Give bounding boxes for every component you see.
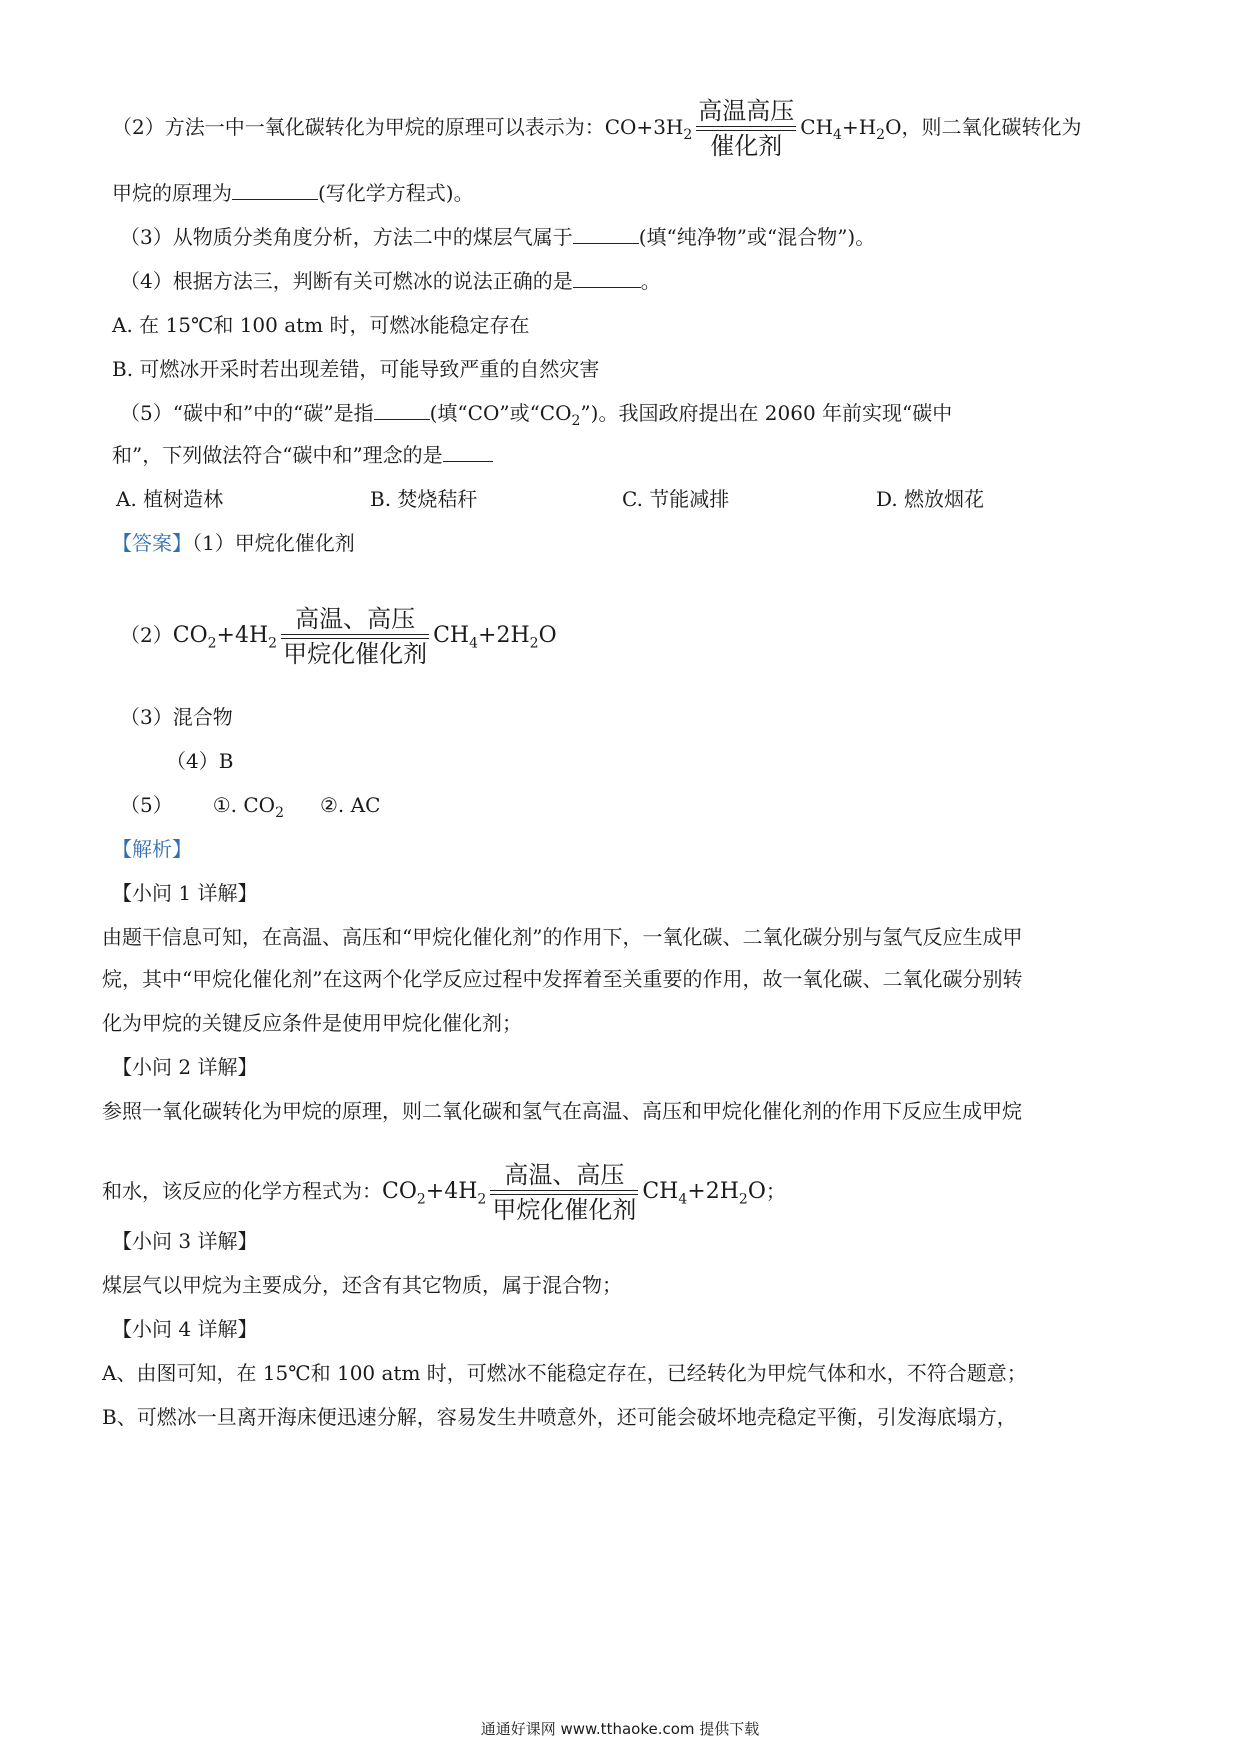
answer-2-reaction-arrow: 高温、高压 甲烷化催化剂 xyxy=(283,605,428,668)
analysis-heading-3: 【小问 3 详解】 xyxy=(112,1229,258,1253)
q2-line1 xyxy=(112,96,1081,161)
q5-choice-d: D. 燃放烟花 xyxy=(876,487,985,511)
q5-choice-b: B. 焚烧秸秆 xyxy=(370,487,478,511)
q2-prefix: （2）方法一中一氧化碳转化为甲烷的原理可以表示为： xyxy=(112,115,605,139)
answer-4: （4）B xyxy=(166,749,234,773)
answer-5: （5） ①. $CO_2$ ②. AC xyxy=(120,793,381,821)
answer-2: $(2)CO_2+4H_2$ 高温、高压 甲烷化催化剂 $CH_4+2H_2O$ xyxy=(120,605,557,668)
q4-line: （4）根据方法三，判断有关可燃冰的说法正确的是 。 xyxy=(120,269,661,293)
analysis-p4-line2: B、可燃冰一旦离开海床便迅速分解，容易发生井喷意外，还可能会破坏地壳稳定平衡，引发海底塌方， xyxy=(102,1405,1017,1429)
q2-reaction-arrow: 高温高压 催化剂 xyxy=(698,97,795,160)
q4-answer-blank xyxy=(573,269,641,288)
q5-choice-a: A. 植树造林 xyxy=(116,487,224,511)
q5-line2: 和”，下列做法符合“碳中和”理念的是 xyxy=(112,440,493,470)
q2-line2: 甲烷的原理为 (写化学方程式)。 xyxy=(112,181,474,205)
q5-choice-c: C. 节能减排 xyxy=(622,487,730,511)
q3-answer-blank xyxy=(573,225,639,244)
q5-line1: （5）“碳中和”中的“碳”是指 (填“CO”或“$CO_2$”)。我国政府提出在 2060 年前实现“碳中 xyxy=(120,401,953,429)
q4-option-a: A. 在 15℃和 100 atm 时，可燃冰能稳定存在 xyxy=(112,313,530,337)
answer-tag: 【答案】 xyxy=(112,531,192,555)
analysis-p1-line2: 烷，其中“甲烷化催化剂”在这两个化学反应过程中发挥着至关重要的作用，故一氧化碳、二氧化碳分别转 xyxy=(102,967,1023,991)
analysis-heading-2: 【小问 2 详解】 xyxy=(112,1055,258,1079)
q4-option-b: B. 可燃冰开采时若出现差错，可能导致严重的自然灾害 xyxy=(112,357,600,381)
q5-answer-blank-2 xyxy=(443,443,493,462)
q2-rhs: $CH_4+H_2O$，则二氧化碳转化为 xyxy=(800,115,1082,143)
answer-line1 xyxy=(112,528,355,558)
analysis-p4-line1: A、由图可知，在 15℃和 100 atm 时，可燃冰不能稳定存在，已经转化为甲烷气体和水，不符合题意； xyxy=(102,1361,1027,1385)
analysis-p3: 煤层气以甲烷为主要成分，还含有其它物质，属于混合物； xyxy=(102,1273,622,1297)
analysis-p1-line1: 由题干信息可知，在高温、高压和“甲烷化催化剂”的作用下，一氧化碳、二氧化碳分别与氢气反应生成甲 xyxy=(102,925,1023,949)
analysis-heading-1: 【小问 1 详解】 xyxy=(112,881,258,905)
answer-1: （1）甲烷化催化剂 xyxy=(192,531,355,555)
analysis-tag: 【解析】 xyxy=(112,837,192,861)
analysis-reaction-arrow: 高温、高压 甲烷化催化剂 xyxy=(492,1161,637,1224)
q2-lhs: $CO+3H_2$ xyxy=(604,115,693,143)
analysis-p2-line1: 参照一氧化碳转化为甲烷的原理，则二氧化碳和氢气在高温、高压和甲烷化催化剂的作用下反应生成甲烷 xyxy=(102,1099,1022,1123)
footer-watermark: 通通好课网 www.tthaoke.com 提供下载 xyxy=(480,1720,760,1738)
analysis-p2-line2: 和水，该反应的化学方程式为：$CO_2+4H_2$ 高温、高压 甲烷化催化剂 $CH_4+2H_2O$； xyxy=(102,1161,786,1224)
analysis-heading-4: 【小问 4 详解】 xyxy=(112,1317,258,1341)
analysis-p1-line3: 化为甲烷的关键反应条件是使用甲烷化催化剂； xyxy=(102,1011,522,1035)
answer-3: （3）混合物 xyxy=(120,705,233,729)
q2-answer-blank xyxy=(232,181,318,200)
q5-answer-blank-1 xyxy=(374,401,430,420)
q3-line: （3）从物质分类角度分析，方法二中的煤层气属于 (填“纯净物”或“混合物”)。 xyxy=(120,225,876,249)
